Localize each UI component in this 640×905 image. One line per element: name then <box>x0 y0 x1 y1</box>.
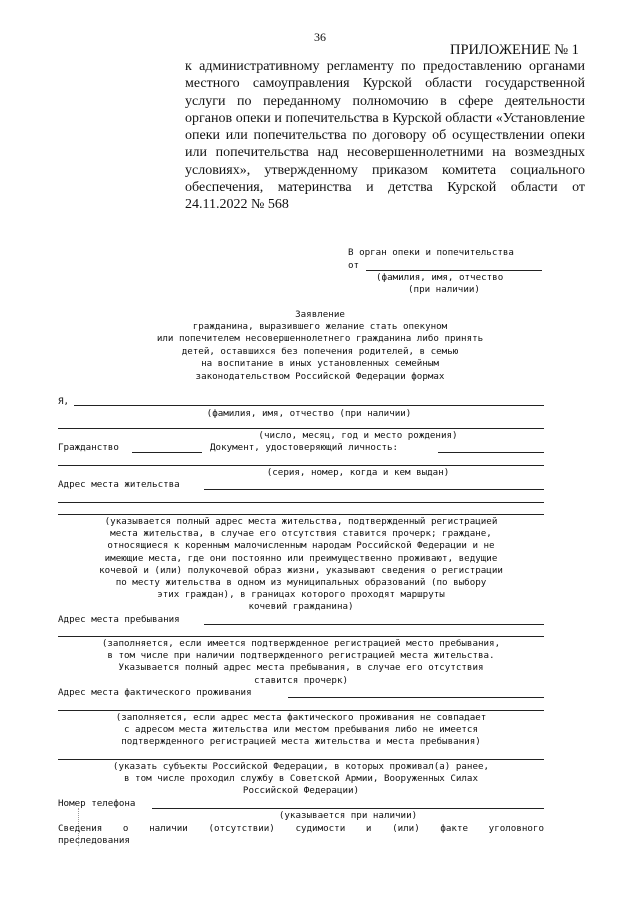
citizenship-field-line[interactable] <box>132 452 202 453</box>
statement-subtitle: гражданина, выразившего желание стать опекуном или попечителем несовершеннолетнего гражданина либо принять детей, оставшихся без попечения родителей, в семью на воспитание в иных установленных семейным законодательством Российской Федерации формах <box>156 321 484 382</box>
phone-label: Номер телефона <box>58 798 136 809</box>
residence-field-line[interactable] <box>204 489 544 490</box>
actual-hint: (заполняется, если адрес места фактического проживания не совпадает с адресом места жительства или местом пребывания либо не имеется подтвержденного регистрацией места жительства и места пребывания) <box>115 712 487 748</box>
stay-label: Адрес места пребывания <box>58 614 180 625</box>
appendix-title: ПРИЛОЖЕНИЕ № 1 <box>450 42 579 58</box>
actual-field-line[interactable] <box>288 697 544 698</box>
statement-heading: Заявление <box>295 309 345 320</box>
criminal-line: Сведения о наличии (отсутствии) судимости и (или) факте уголовного <box>58 823 544 834</box>
document-hint: (серия, номер, когда и кем выдан) <box>266 467 450 478</box>
from-label: от <box>348 260 360 271</box>
birth-hint: (число, месяц, год и место рождения) <box>258 430 458 441</box>
birth-field-line[interactable] <box>58 428 544 429</box>
citizenship-label: Гражданство <box>58 442 119 453</box>
appendix-text: к административному регламенту по предоставлению органами местного самоуправления Курской области государственной услуги по переданному полномочию в сфере деятельности органов опеки и попечительства в Курской области «Установление опеки или попечительства по договору об осуществлении опеки или попечительства над несовершеннолетними на возмездных условиях», утвержденному приказом комитета социального обеспечения, материнства и детства Курской области от 24.11.2022 № 568 <box>185 59 585 213</box>
document-field-line-2[interactable] <box>58 465 544 466</box>
i-label: Я, <box>58 396 70 407</box>
phone-field-line[interactable] <box>152 808 544 809</box>
actual-field-line-2[interactable] <box>58 710 544 711</box>
criminal-line-2: преследования <box>58 835 130 846</box>
page-number: 36 <box>314 30 326 44</box>
stay-hint: (заполняется, если имеется подтвержденное регистрацией место пребывания, в том числе при наличии подтвержденного регистрацией места жительства. Указывается полный адрес места пребывания, в случае его отсутствия ставится прочерк) <box>101 638 501 686</box>
actual-label: Адрес места фактического проживания <box>58 687 252 698</box>
document-label: Документ, удостоверяющий личность: <box>210 442 399 453</box>
from-field-line[interactable] <box>366 270 542 271</box>
regions-hint: (указать субъекты Российской Федерации, в которых проживал(а) ранее, в том числе проходил службу в Советской Армии, Вооруженных Силах Российской Федерации) <box>112 761 490 797</box>
addressee-line: В орган опеки и попечительства <box>348 247 514 258</box>
addressee-hint-2: (при наличии) <box>408 284 480 295</box>
addressee-hint: (фамилия, имя, отчество <box>376 272 504 283</box>
residence-field-line-3[interactable] <box>58 514 544 515</box>
stay-field-line-2[interactable] <box>58 636 544 637</box>
margin-mark <box>78 808 85 846</box>
phone-hint: (указывается при наличии) <box>278 810 418 821</box>
residence-field-line-2[interactable] <box>58 502 544 503</box>
regions-field-line[interactable] <box>58 759 544 760</box>
fio-hint: (фамилия, имя, отчество (при наличии) <box>206 408 412 419</box>
residence-hint: (указывается полный адрес места жительства, подтвержденный регистрацией места жительства, в случае его отсутствия ставится прочерк; граждане, относящиеся к коренным малочисленным народам Российской Федерации и не имеющие места, где они постоянно или преимущественно проживают, ведущие кочевой и (или) полукочевой образ жизни, указывают сведения о регистрации по месту жительства в одном из муниципальных образований (по выбору этих граждан), в границах которого проходят маршруты кочевий гражданина) <box>99 516 503 613</box>
document-field-line[interactable] <box>438 452 544 453</box>
residence-label: Адрес места жительства <box>58 479 180 490</box>
fio-field-line[interactable] <box>74 405 544 406</box>
stay-field-line[interactable] <box>204 624 544 625</box>
